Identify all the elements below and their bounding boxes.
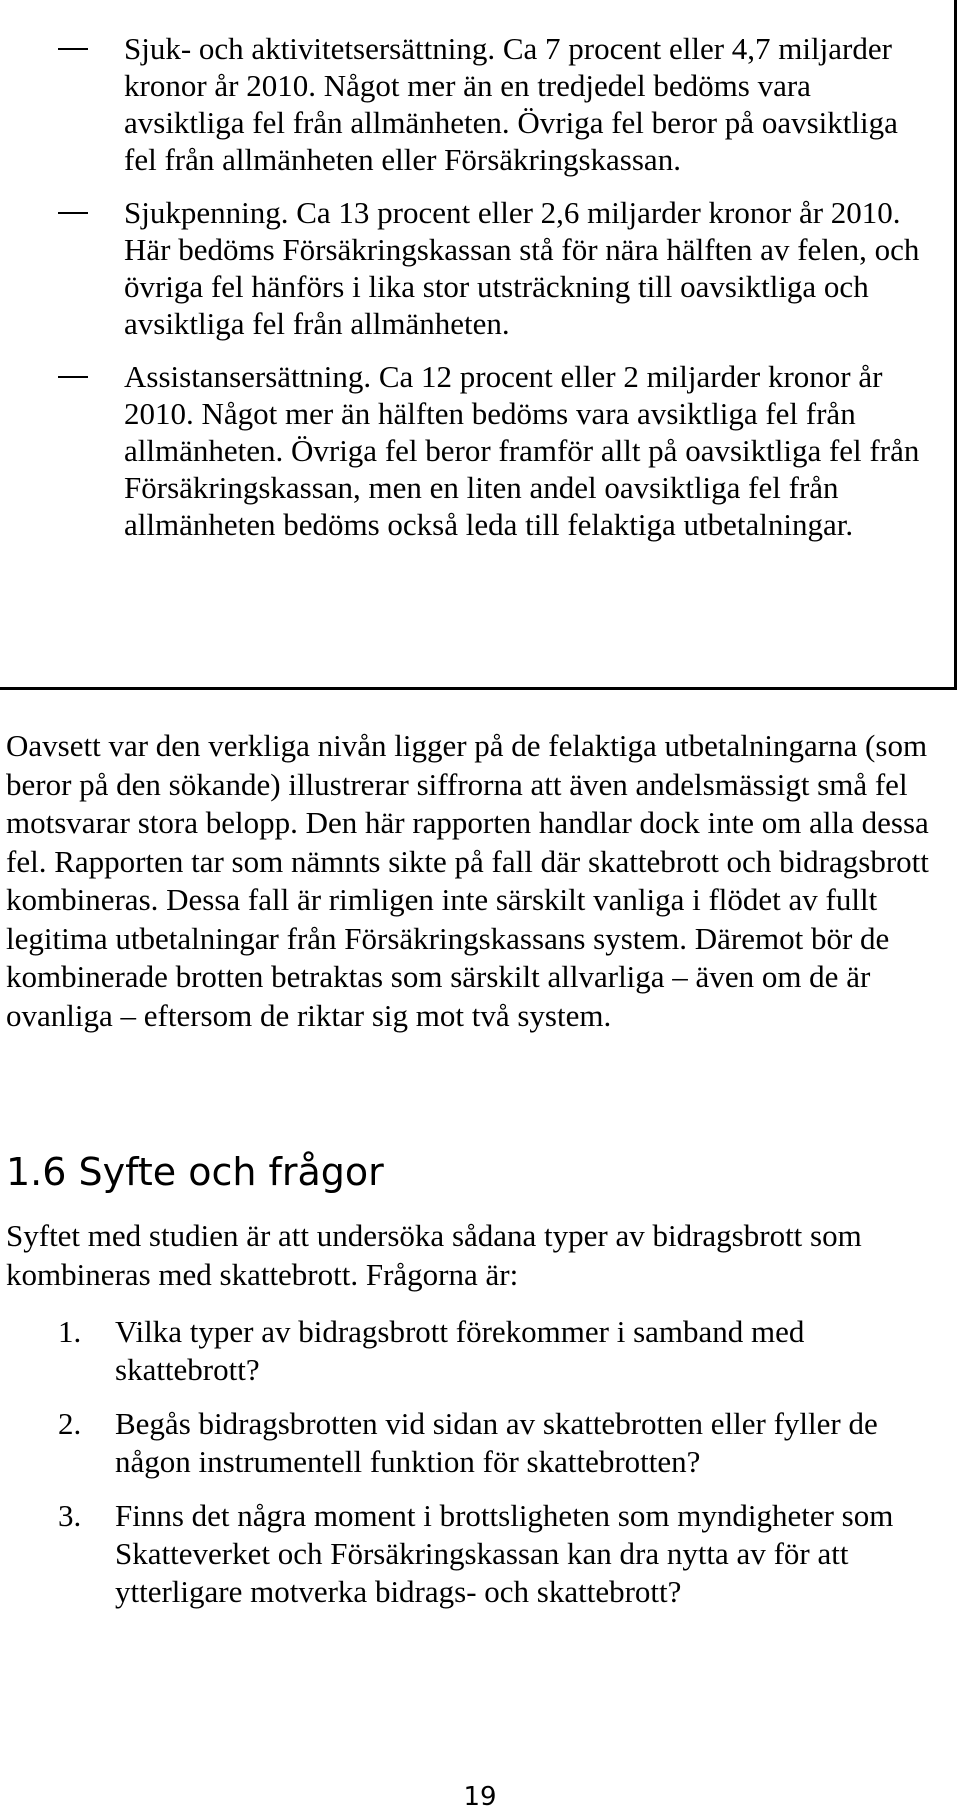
question-number: 3.: [58, 1498, 82, 1533]
list-item-sjuk-och-aktivitetsersattning: [0, 30, 930, 178]
question-number: 2.: [58, 1406, 82, 1441]
question-item: [0, 1497, 935, 1611]
dash-bullet: [58, 376, 88, 378]
questions-list: [0, 1313, 935, 1627]
page-number: 19: [463, 1782, 497, 1812]
question-number: 1.: [58, 1314, 82, 1349]
list-item-sjukpenning: [0, 194, 930, 342]
list-item-text: Sjuk- och aktivitetsersättning. Ca 7 procent eller 4,7 miljarder kronor år 2010. Något mer än en tredjedel bedöms vara avsiktliga fel från allmänheten. Övriga fel beror på oavsiktliga fel från allmänheten eller Försäkringskassan.: [124, 31, 898, 177]
section-heading: 1.6 Syfte och frågor: [6, 1150, 384, 1194]
list-item-text: Sjukpenning. Ca 13 procent eller 2,6 miljarder kronor år 2010. Här bedöms Försäkringskassan stå för nära hälften av felen, och övriga fel hänförs i lika stor utsträckning till oavsiktliga och avsiktliga fel från allmänheten.: [124, 195, 920, 341]
fact-box: [0, 0, 957, 690]
question-text: Vilka typer av bidragsbrott förekommer i samband med skattebrott?: [115, 1314, 805, 1387]
section-intro: Syftet med studien är att undersöka sådana typer av bidragsbrott som kombineras med skattebrott. Frågorna är:: [6, 1218, 862, 1292]
list-item-assistansersattning: [0, 358, 930, 543]
question-item: [0, 1313, 935, 1389]
question-text: Finns det några moment i brottsligheten som myndigheter som Skatteverket och Försäkringskassan kan dra nytta av för att ytterligare motverka bidrags- och skattebrott?: [115, 1498, 894, 1609]
fact-box-list: [0, 30, 930, 559]
question-item: [0, 1405, 935, 1481]
list-item-text: Assistansersättning. Ca 12 procent eller 2 miljarder kronor år 2010. Något mer än hälften bedöms vara avsiktliga fel från allmänheten. Övriga fel beror framför allt på oavsiktliga fel från Försäkringskassan, men en liten andel oavsiktliga fel från allmänheten bedöms också leda till felaktiga utbetalningar.: [124, 359, 920, 542]
dash-bullet: [58, 48, 88, 50]
question-text: Begås bidragsbrotten vid sidan av skattebrotten eller fyller de någon instrumentell funktion för skattebrotten?: [115, 1406, 878, 1479]
dash-bullet: [58, 212, 88, 214]
body-paragraph: Oavsett var den verkliga nivån ligger på de felaktiga utbetalningarna (som beror på den sökande) illustrerar siffrorna att även andelsmässigt små fel motsvarar stora belopp. Den här rapporten handlar dock inte om alla dessa fel. Rapporten tar som nämnts sikte på fall där skattebrott och bidragsbrott kombineras. Dessa fall är rimligen inte särskilt vanliga i flödet av fullt legitima utbetalningar från Försäkringskassans system. Däremot bör de kombinerade brotten betraktas som särskilt allvarliga – även om de är ovanliga – eftersom de riktar sig mot två system.: [6, 728, 929, 1033]
